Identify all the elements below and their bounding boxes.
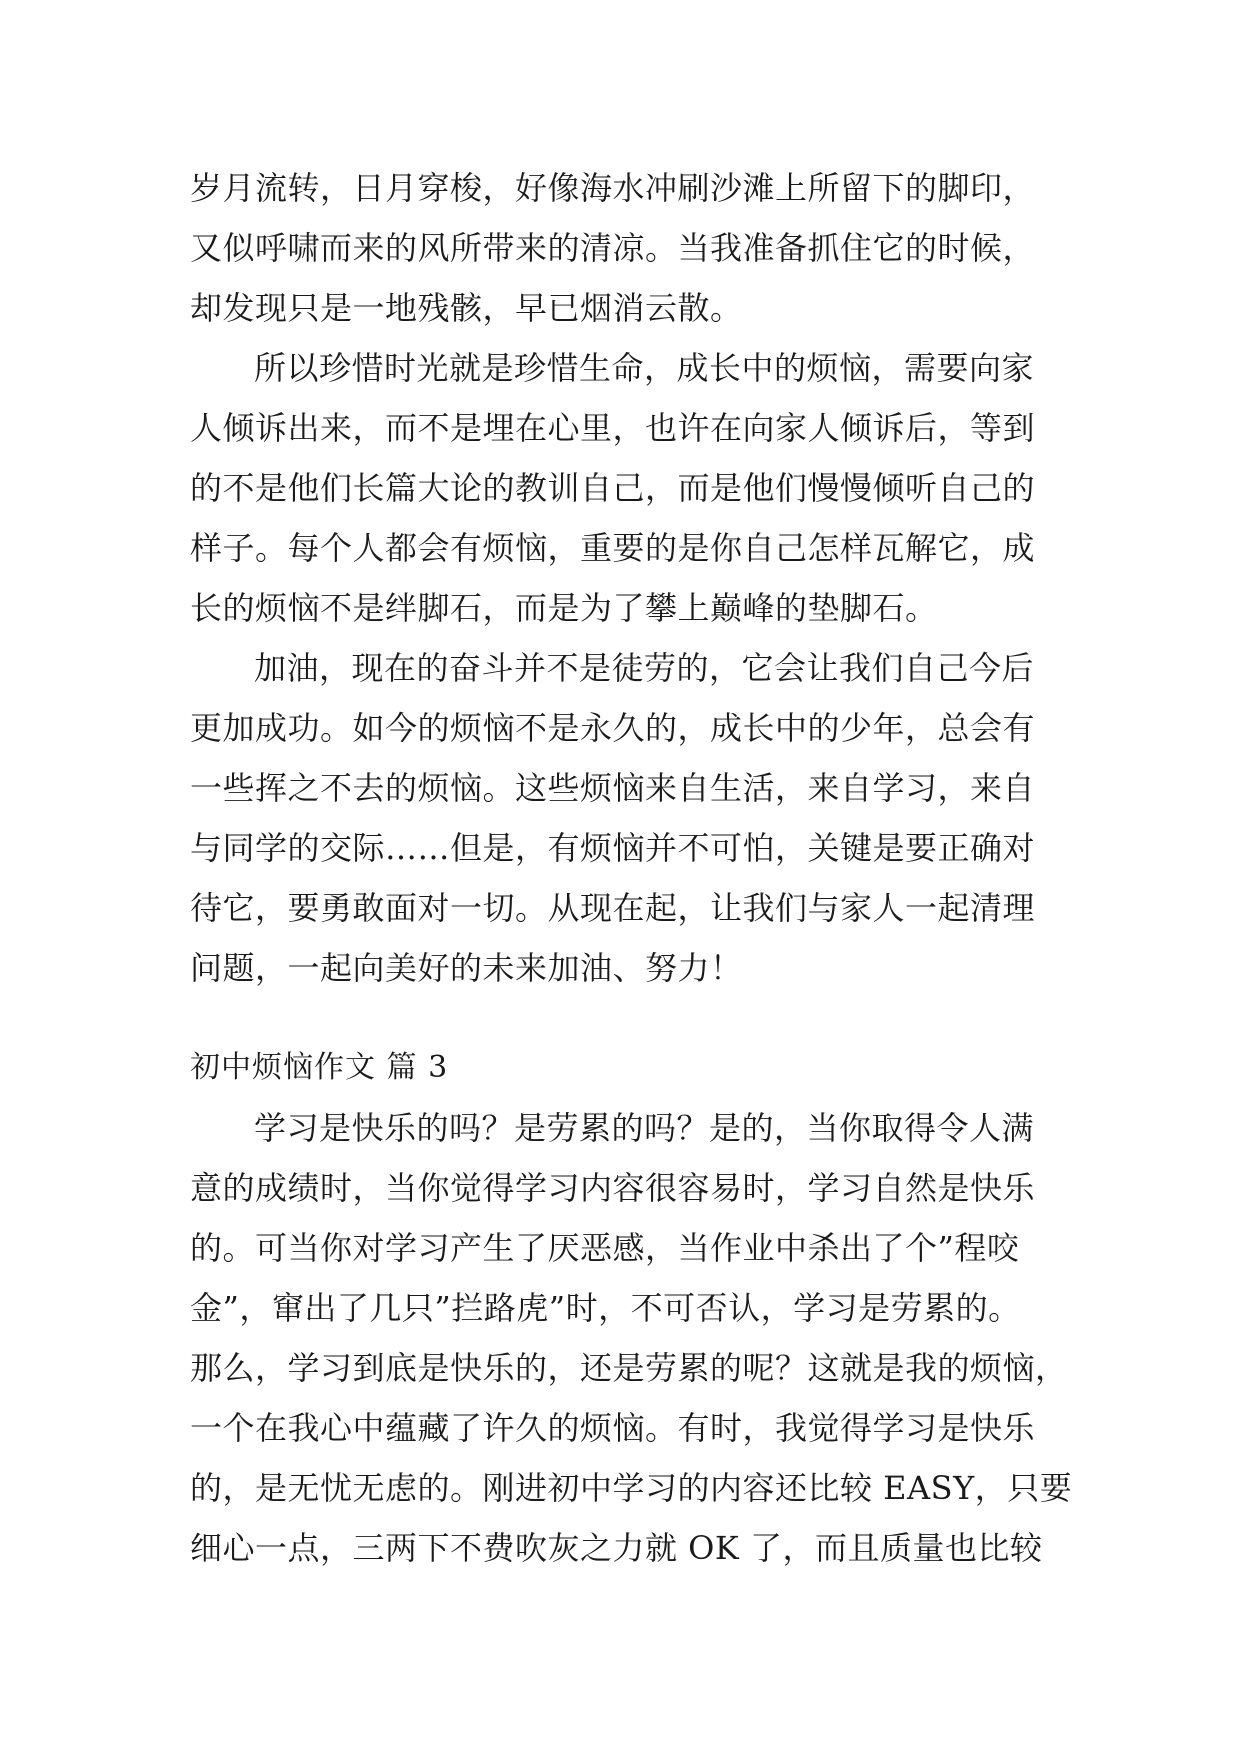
section-heading: 初中烦恼作文 篇 3 (190, 1050, 449, 1085)
paragraph-line: 待它，要勇敢面对一切。从现在起，让我们与家人一起清理 (190, 889, 1036, 927)
paragraph-line: 加油，现在的奋斗并不是徒劳的，它会让我们自己今后 (254, 649, 1035, 687)
paragraph-line: 与同学的交际……但是，有烦恼并不可怕，关键是要正确对 (190, 829, 1036, 867)
paragraph-line: 却发现只是一地残骸，早已烟消云散。 (190, 289, 743, 327)
paragraph-line: 一个在我心中蕴藏了许久的烦恼。有时，我觉得学习是快乐 (190, 1409, 1036, 1447)
paragraph-line: 样子。每个人都会有烦恼，重要的是你自己怎样瓦解它，成 (190, 529, 1036, 567)
paragraph-line: 的，是无忧无虑的。刚进初中学习的内容还比较 EASY，只要 (190, 1469, 1073, 1507)
paragraph-line: 又似呼啸而来的风所带来的清凉。当我准备抓住它的时候， (190, 229, 1036, 267)
paragraph-line: 一些挥之不去的烦恼。这些烦恼来自生活，来自学习，来自 (190, 769, 1036, 807)
paragraph-line: 岁月流转，日月穿梭，好像海水冲刷沙滩上所留下的脚印， (190, 169, 1036, 207)
paragraph-line: 细心一点，三两下不费吹灰之力就 OK 了，而且质量也比较 (190, 1529, 1043, 1567)
paragraph-line: 意的成绩时，当你觉得学习内容很容易时，学习自然是快乐 (190, 1169, 1036, 1207)
paragraph-line: 学习是快乐的吗？是劳累的吗？是的，当你取得令人满 (254, 1109, 1035, 1147)
paragraph-line: 的不是他们长篇大论的教训自己，而是他们慢慢倾听自己的 (190, 469, 1036, 507)
paragraph-line: 的。可当你对学习产生了厌恶感，当作业中杀出了个”程咬 (190, 1229, 1020, 1267)
paragraph-line: 更加成功。如今的烦恼不是永久的，成长中的少年，总会有 (190, 709, 1036, 747)
paragraph-line: 问题，一起向美好的未来加油、努力！ (190, 949, 743, 987)
paragraph-line: 所以珍惜时光就是珍惜生命，成长中的烦恼，需要向家 (254, 349, 1035, 387)
paragraph-line: 人倾诉出来，而不是埋在心里，也许在向家人倾诉后，等到 (190, 409, 1036, 447)
paragraph-line: 那么，学习到底是快乐的，还是劳累的呢？这就是我的烦恼， (190, 1349, 1068, 1387)
paragraph-line: 长的烦恼不是绊脚石，而是为了攀上巅峰的垫脚石。 (190, 589, 938, 627)
paragraph-line: 金”，窜出了几只”拦路虎”时，不可否认，学习是劳累的。 (190, 1289, 1021, 1327)
